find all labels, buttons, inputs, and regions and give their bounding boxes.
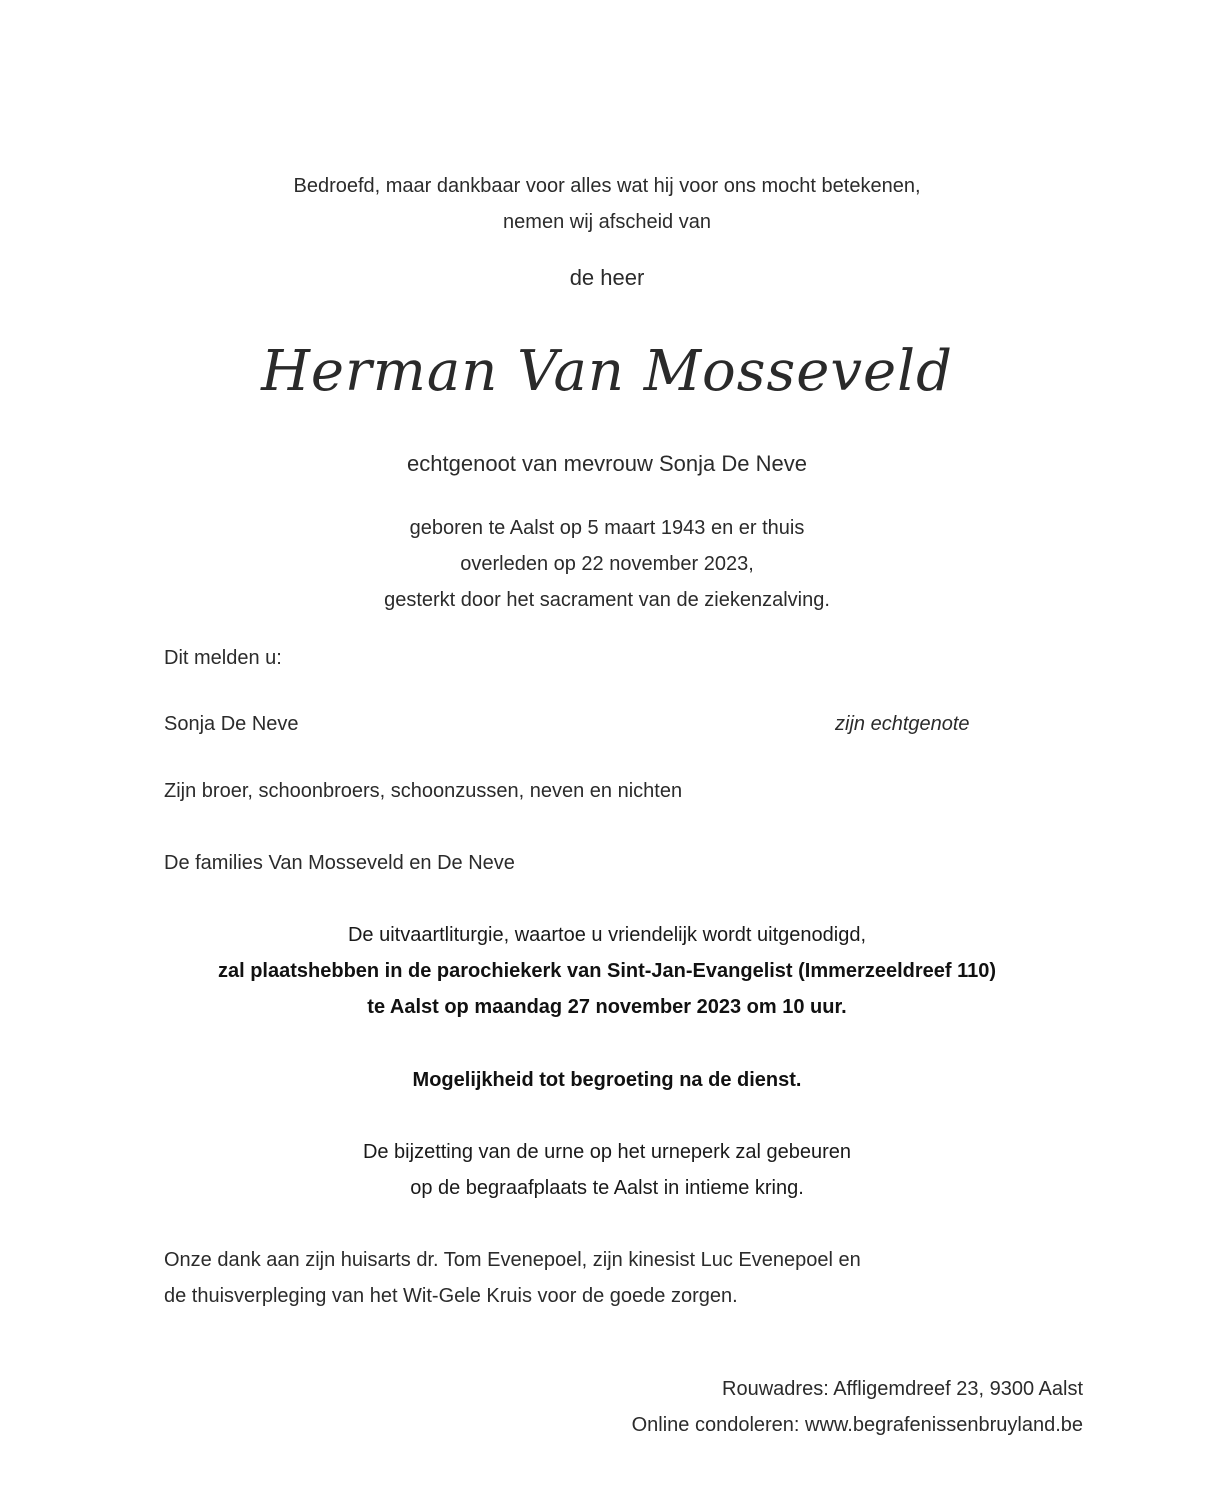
death-line: overleden op 22 november 2023, — [460, 553, 754, 575]
family-line: Zijn broer, schoonbroers, schoonzussen, neven en nichten — [164, 780, 683, 802]
intro-line-1: Bedroefd, maar dankbaar voor alles wat hij voor ons mocht betekenen, — [293, 175, 921, 197]
spouse-name: Sonja De Neve — [164, 713, 299, 735]
spouse-relation: zijn echtgenote — [835, 713, 970, 735]
burial-line-2: op de begraafplaats te Aalst in intieme kring. — [410, 1177, 804, 1199]
families-line: De families Van Mosseveld en De Neve — [164, 852, 515, 874]
service-line-1: De uitvaartliturgie, waartoe u vriendelijk wordt uitgenodigd, — [347, 924, 867, 946]
online-condolences: Online condoleren: www.begrafenissenbruyland.be — [631, 1414, 1083, 1436]
deceased-name: Herman Van Mosseveld — [261, 339, 953, 404]
thanks-line-2: de thuisverpleging van het Wit-Gele Kruis voor de goede zorgen. — [164, 1285, 738, 1307]
sacrament-line: gesterkt door het sacrament van de ziekenzalving. — [384, 589, 830, 611]
greeting-line: Mogelijkheid tot begroeting na de dienst. — [412, 1069, 802, 1091]
service-line-2: zal plaatshebben in de parochiekerk van Sint-Jan-Evangelist (Immerzeeldreef 110) — [217, 960, 997, 982]
intro-line-2: nemen wij afscheid van — [503, 211, 711, 233]
burial-line-1: De bijzetting van de urne op het urneperk zal gebeuren — [362, 1141, 852, 1163]
thanks-line-1: Onze dank aan zijn huisarts dr. Tom Evenepoel, zijn kinesist Luc Evenepoel en — [164, 1249, 861, 1271]
intro-title: de heer — [569, 265, 645, 290]
birth-line: geboren te Aalst op 5 maart 1943 en er thuis — [409, 517, 805, 539]
mourning-address: Rouwadres: Affligemdreef 23, 9300 Aalst — [722, 1378, 1083, 1400]
spouse-line: echtgenoot van mevrouw Sonja De Neve — [407, 451, 807, 476]
service-line-3: te Aalst op maandag 27 november 2023 om 10 uur. — [367, 996, 847, 1018]
announcers-heading: Dit melden u: — [164, 647, 282, 669]
